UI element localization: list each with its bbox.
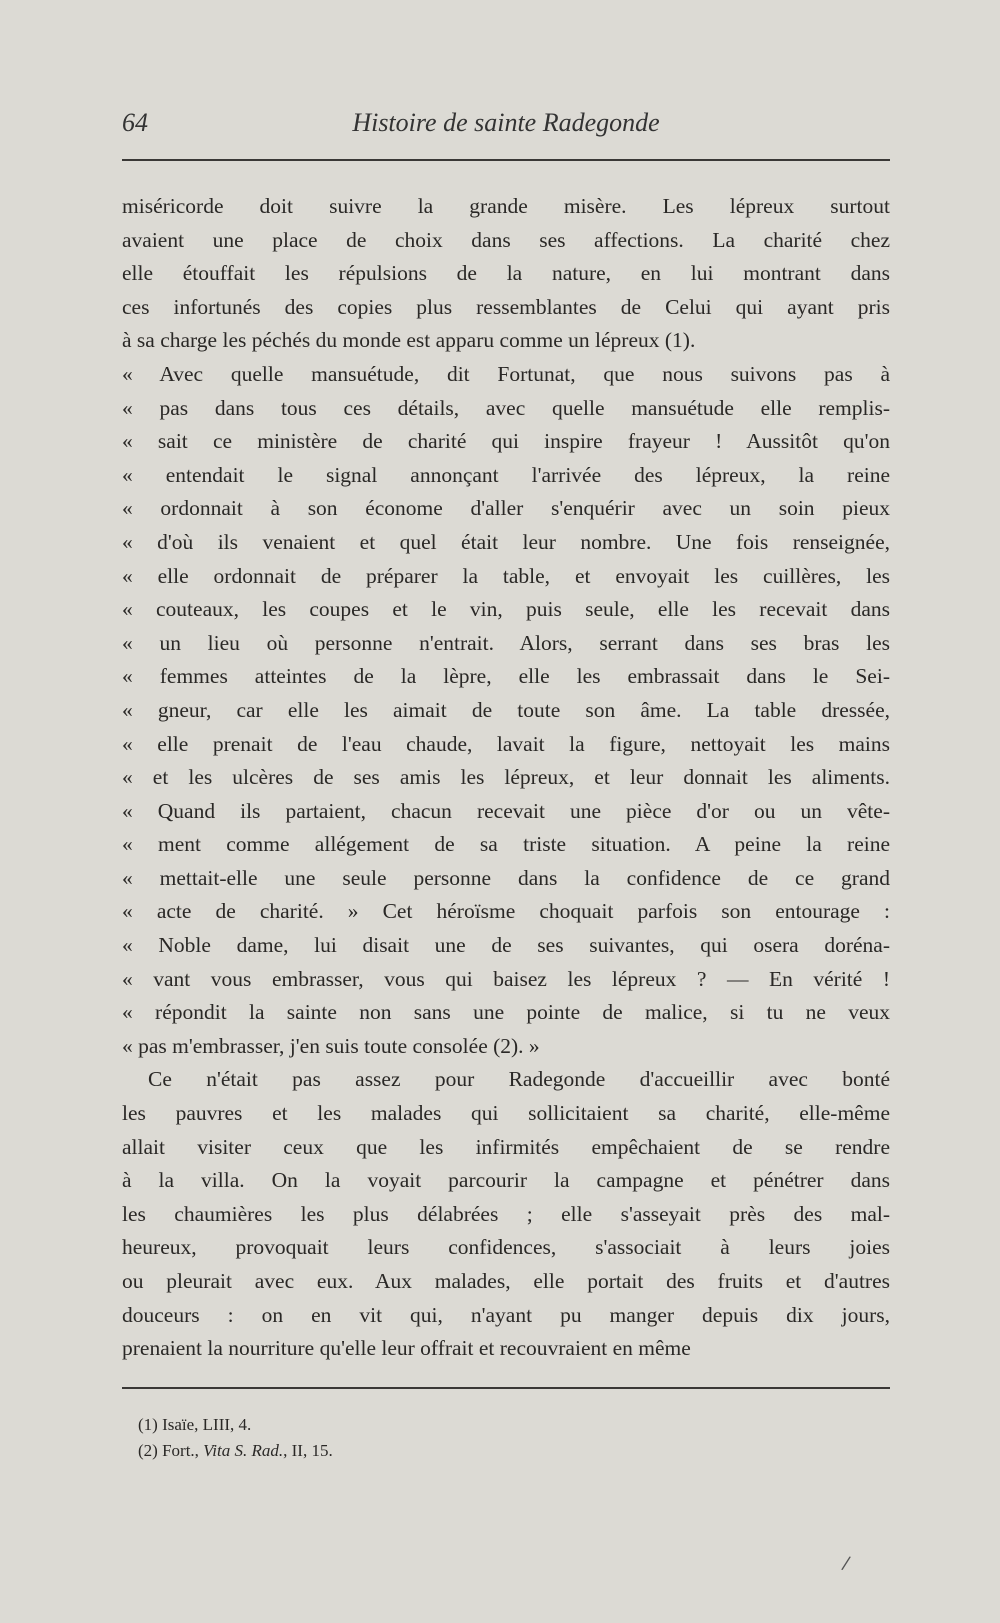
header-rule — [122, 159, 890, 161]
text-line: à sa charge les péchés du monde est apparu comme un lépreux (1). — [122, 328, 696, 353]
text-line: les chaumières les plus délabrées ; elle s'asseyait près des mal- — [122, 1201, 890, 1226]
running-header — [122, 108, 890, 144]
text-line: « gneur, car elle les aimait de toute son âme. La table dressée, — [122, 697, 890, 722]
text-line: « Quand ils partaient, chacun recevait une pièce d'or ou un vête- — [122, 798, 890, 823]
text-line: douceurs : on en vit qui, n'ayant pu manger depuis dix jours, — [122, 1302, 890, 1327]
footnote-2-title: Vita S. Rad. — [203, 1441, 284, 1460]
text-line: miséricorde doit suivre la grande misère. Les lépreux surtout — [122, 194, 890, 218]
text-line: « elle prenait de l'eau chaude, lavait la figure, nettoyait les mains — [122, 731, 890, 756]
text-line: « ment comme allégement de sa triste situation. A peine la reine — [122, 832, 890, 857]
footnotes — [138, 1412, 333, 1464]
footnote-2 — [138, 1438, 333, 1464]
text-line: « d'où ils venaient et quel était leur nombre. Une fois renseignée, — [122, 529, 890, 554]
running-title: Histoire de sainte Radegonde — [352, 108, 660, 137]
text-line: « Noble dame, lui disait une de ses suivantes, qui osera doréna- — [122, 933, 890, 958]
footnote-2-suffix: , II, 15. — [283, 1441, 333, 1460]
footnote-2-prefix: (2) Fort., — [138, 1441, 204, 1460]
text-line: « Avec quelle mansuétude, dit Fortunat, que nous suivons pas à — [122, 361, 890, 386]
text-line: « sait ce ministère de charité qui inspire frayeur ! Aussitôt qu'on — [122, 429, 890, 454]
text-line: allait visiter ceux que les infirmités empêchaient de se rendre — [122, 1134, 890, 1159]
text-line: heureux, provoquait leurs confidences, s'associait à leurs joies — [122, 1235, 890, 1260]
stray-mark: / — [840, 1552, 852, 1575]
text-line: prenaient la nourriture qu'elle leur offrait et recouvraient en même — [122, 1336, 691, 1361]
text-line: « pas dans tous ces détails, avec quelle mansuétude elle remplis- — [122, 395, 890, 420]
text-line: « entendait le signal annonçant l'arrivée des lépreux, la reine — [122, 462, 890, 487]
text-line: « et les ulcères de ses amis les lépreux, et leur donnait les aliments. — [122, 765, 890, 790]
text-line: ces infortunés des copies plus ressemblantes de Celui qui ayant pris — [122, 294, 890, 319]
text-line: « ordonnait à son économe d'aller s'enquérir avec un soin pieux — [122, 496, 890, 521]
text-line: « mettait-elle une seule personne dans la confidence de ce grand — [122, 865, 890, 890]
text-line: avaient une place de choix dans ses affections. La charité chez — [122, 227, 890, 252]
text-line: « un lieu où personne n'entrait. Alors, serrant dans ses bras les — [122, 630, 890, 655]
text-line: « couteaux, les coupes et le vin, puis seule, elle les recevait dans — [122, 597, 890, 622]
text-line: « elle ordonnait de préparer la table, et envoyait les cuillères, les — [122, 563, 890, 588]
text-line: ou pleurait avec eux. Aux malades, elle portait des fruits et d'autres — [122, 1269, 890, 1293]
page-number: 64 — [122, 108, 148, 137]
footnote-rule — [122, 1387, 890, 1389]
text-line: « vant vous embrasser, vous qui baisez les lépreux ? — En vérité ! — [122, 966, 890, 991]
footnote-1: (1) Isaïe, LIII, 4. — [138, 1415, 252, 1434]
text-line: « femmes atteintes de la lèpre, elle les embrassait dans le Sei- — [122, 664, 890, 689]
text-line: « pas m'embrasser, j'en suis toute consolée (2). » — [122, 1033, 540, 1058]
text-line: elle étouffait les répulsions de la nature, en lui montrant dans — [122, 261, 890, 286]
text-line: Ce n'était pas assez pour Radegonde d'accueillir avec bonté — [148, 1067, 890, 1092]
text-line: à la villa. On la voyait parcourir la campagne et pénétrer dans — [122, 1168, 890, 1193]
body-text — [122, 190, 890, 1366]
text-line: « répondit la sainte non sans une pointe de malice, si tu ne veux — [122, 1000, 890, 1025]
text-line: « acte de charité. » Cet héroïsme choquait parfois son entourage : — [122, 899, 890, 924]
text-line: les pauvres et les malades qui sollicitaient sa charité, elle-même — [122, 1101, 890, 1126]
